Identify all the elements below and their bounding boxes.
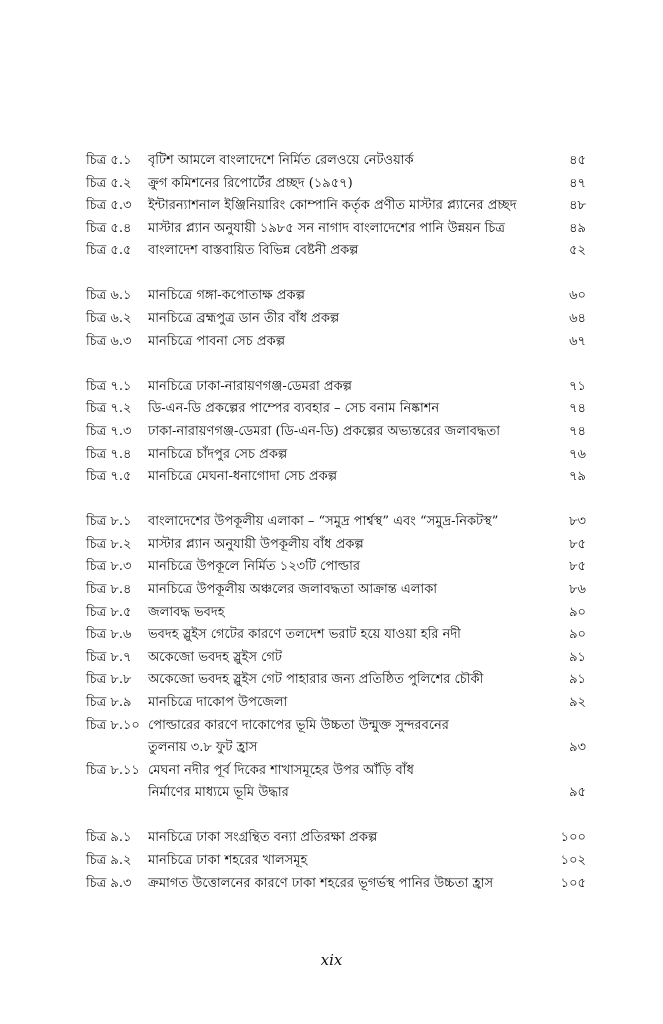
figure-entry xyxy=(86,376,586,399)
figure-title-line: মানচিত্রে মেঘনা-ধনাগোদা সেচ প্রকল্প xyxy=(148,469,337,485)
figure-title xyxy=(148,150,546,173)
figure-title xyxy=(148,827,546,850)
figure-page-number: ১০৫ xyxy=(560,875,586,891)
figure-page-number: ১০২ xyxy=(560,853,586,869)
figure-entry xyxy=(86,240,586,263)
figure-title-line: মেঘনা নদীর পূর্ব দিকের শাখাসমূহের উপর আঁড়ি বাঁধ xyxy=(148,762,414,778)
figure-title-line: মানচিত্রে উপকূলীয় অঞ্চলের জলাবদ্ধতা আক্রান্ত এলাকা xyxy=(148,582,438,597)
figure-entry xyxy=(86,850,586,873)
figure-page-number: ৪৫ xyxy=(569,153,586,168)
figure-page-number: ৫২ xyxy=(569,243,586,259)
figure-label: চিত্র ৭.৫ xyxy=(86,469,132,485)
figure-title-line: ভবদহ স্লুইস গেটের কারণে তলদেশ ভরাট হয়ে যাওয়া হরি নদী xyxy=(148,627,461,643)
figure-title xyxy=(148,398,546,421)
figure-label: চিত্র ৭.৩ xyxy=(86,423,132,439)
figure-title-line: মানচিত্রে ঢাকা-নারায়ণগঞ্জ-ডেমরা প্রকল্প xyxy=(148,378,352,394)
figure-title-line: মানচিত্রে ব্রহ্মপুত্র ডান তীর বাঁধ প্রকল্প xyxy=(148,311,340,327)
figure-entry xyxy=(86,466,586,489)
figure-title-line: মানচিত্রে দাকোপ উপজেলা xyxy=(148,694,288,710)
figure-page-number: ৯০ xyxy=(569,604,586,620)
figure-title xyxy=(148,850,546,873)
figure-entry xyxy=(86,715,586,760)
figure-label: চিত্র ৫.৩ xyxy=(86,198,132,214)
figure-page-number: ৮৫ xyxy=(569,559,586,575)
figure-entry xyxy=(86,873,586,896)
figure-label: চিত্র ৮.৩ xyxy=(86,559,132,575)
figure-title xyxy=(148,466,546,489)
figure-label: চিত্র ৫.২ xyxy=(86,175,132,191)
figure-title xyxy=(148,873,546,896)
figure-label: চিত্র ৭.১ xyxy=(86,378,132,394)
figure-entry xyxy=(86,195,586,218)
figure-label: চিত্র ৭.৪ xyxy=(86,446,132,462)
figure-label: চিত্র ৫.৪ xyxy=(86,220,132,236)
figure-title xyxy=(148,376,546,399)
figure-label: চিত্র ৮.৭ xyxy=(86,649,132,665)
figure-entry xyxy=(86,624,586,647)
figure-entry xyxy=(86,398,586,421)
figure-title-line: পোল্ডারের কারণে দাকোপের ভূমি উচ্চতা উন্মুক্ত সুন্দরবনের xyxy=(148,717,449,733)
figure-title-line: ডি-এন-ডি প্রকল্পের পাম্পের ব্যবহার – সেচ বনাম নিষ্কাশন xyxy=(148,401,440,417)
figure-title-line: অকেজো ভবদহ স্লুইস গেট পাহারার জন্য প্রতিষ্ঠিত পুলিশের চৌকী xyxy=(148,672,484,688)
figure-entry xyxy=(86,579,586,602)
figure-title-line: মানচিত্রে পাবনা সেচ প্রকল্প xyxy=(148,333,285,349)
figure-title-line: বাংলাদেশের উপকূলীয় এলাকা – “সমুদ্র পার্শ্বস্থ” এবং “সমুদ্র-নিকটস্থ” xyxy=(148,514,499,530)
figure-label: চিত্র ৮.১০ xyxy=(86,717,140,733)
figure-group xyxy=(86,150,586,263)
figure-title-line: ক্রুগ কমিশনের রিপোর্টের প্রচ্ছদ (১৯৫৭) xyxy=(148,175,353,191)
figure-entry xyxy=(86,173,586,196)
figure-label: চিত্র ৮.৯ xyxy=(86,694,132,710)
figure-entry xyxy=(86,511,586,534)
figure-title-line: ইন্টারন্যাশনাল ইঞ্জিনিয়ারিং কোম্পানি কর্তৃক প্রণীত মাস্টার প্ল্যানের প্রচ্ছদ xyxy=(148,198,517,214)
figure-label: চিত্র ৬.২ xyxy=(86,311,132,327)
figure-page-number: ৯৩ xyxy=(569,740,586,756)
figure-page-number: ৭৯ xyxy=(569,469,586,485)
figure-entry xyxy=(86,308,586,331)
figure-entry xyxy=(86,602,586,625)
figure-entry xyxy=(86,421,586,444)
figure-entry xyxy=(86,534,586,557)
figure-entry xyxy=(86,827,586,850)
figure-page-number: ৮৬ xyxy=(569,582,586,597)
figure-page-number: ৬০ xyxy=(569,288,586,304)
figure-title xyxy=(148,647,546,670)
figure-title xyxy=(148,556,546,579)
figure-title-line: ঢাকা-নারায়ণগঞ্জ-ডেমরা (ডি-এন-ডি) প্রকল্পের অভ্যন্তরের জলাবদ্ধতা xyxy=(148,423,501,439)
figure-title xyxy=(148,218,546,241)
figure-title-line: তুলনায় ৩.৮ ফুট হ্রাস xyxy=(148,740,258,756)
figure-title-line: ক্রমাগত উত্তোলনের কারণে ঢাকা শহরের ভূগর্ভস্থ পানির উচ্চতা হ্রাস xyxy=(148,875,494,891)
figure-label: চিত্র ৮.৮ xyxy=(86,672,132,688)
figure-entry xyxy=(86,150,586,173)
figure-label: চিত্র ৫.১ xyxy=(86,153,132,168)
figure-page-number: ৬৪ xyxy=(569,311,586,327)
figure-entry xyxy=(86,444,586,467)
figure-page-number: ৭৬ xyxy=(569,446,586,462)
figure-group xyxy=(86,376,586,489)
figure-entry xyxy=(86,692,586,715)
figure-title-line: মানচিত্রে গঙ্গা-কপোতাক্ষ প্রকল্প xyxy=(148,288,305,304)
figure-title xyxy=(148,692,546,715)
figure-entry xyxy=(86,669,586,692)
figure-title xyxy=(148,715,546,760)
figure-entry xyxy=(86,760,586,805)
figure-page-number: ৮৩ xyxy=(569,514,586,530)
figure-label: চিত্র ৮.৬ xyxy=(86,627,132,643)
figure-page-number: ৯০ xyxy=(569,627,586,643)
figure-page-number: ৭৪ xyxy=(569,401,586,417)
figure-title xyxy=(148,534,546,557)
figure-label: চিত্র ৫.৫ xyxy=(86,243,132,259)
figure-title xyxy=(148,624,546,647)
figure-entry xyxy=(86,647,586,670)
figure-title xyxy=(148,421,546,444)
figure-label: চিত্র ৮.২ xyxy=(86,536,132,552)
figure-title xyxy=(148,669,546,692)
figure-group xyxy=(86,511,586,805)
figure-title-line: বাংলাদেশ বাস্তবায়িত বিভিন্ন বেষ্টনী প্রকল্প xyxy=(148,243,359,259)
figure-page-number: ৮৫ xyxy=(569,536,586,552)
figure-page-number: ১০০ xyxy=(560,830,586,846)
figure-page-number: ৯২ xyxy=(569,694,586,710)
figure-title-line: জলাবদ্ধ ভবদহ xyxy=(148,604,225,620)
figure-label: চিত্র ৮.৫ xyxy=(86,604,132,620)
figure-title xyxy=(148,173,546,196)
figure-title-line: মাস্টার প্ল্যান অনুযায়ী উপকূলীয় বাঁধ প্রকল্প xyxy=(148,536,364,552)
figure-page-number: ৯৫ xyxy=(569,785,586,801)
figure-title xyxy=(148,240,546,263)
figure-title xyxy=(148,285,546,308)
figure-page-number: ৪৮ xyxy=(569,198,586,214)
figure-page-number: ৪৯ xyxy=(569,220,586,236)
figure-title-line: নির্মাণের মাধ্যমে ভূমি উদ্ধার xyxy=(148,785,289,801)
figure-title xyxy=(148,331,546,354)
figure-title-line: মাস্টার প্ল্যান অনুযায়ী ১৯৮৫ সন নাগাদ বাংলাদেশের পানি উন্নয়ন চিত্র xyxy=(148,220,505,236)
figure-title xyxy=(148,444,546,467)
figure-label: চিত্র ৯.১ xyxy=(86,830,132,846)
figure-title xyxy=(148,579,546,602)
figure-label: চিত্র ৮.১ xyxy=(86,514,132,530)
figure-label: চিত্র ৬.৩ xyxy=(86,333,132,349)
figure-title-line: অকেজো ভবদহ স্লুইস গেট xyxy=(148,649,282,665)
figure-title xyxy=(148,760,546,805)
figure-group xyxy=(86,827,586,895)
figure-title xyxy=(148,195,546,218)
figure-title-line: বৃটিশ আমলে বাংলাদেশে নির্মিত রেলওয়ে নেটওয়ার্ক xyxy=(148,153,414,168)
figure-label: চিত্র ৯.২ xyxy=(86,853,132,869)
figure-group xyxy=(86,285,586,353)
figure-title xyxy=(148,602,546,625)
figure-label: চিত্র ৬.১ xyxy=(86,288,132,304)
figure-label: চিত্র ৯.৩ xyxy=(86,875,132,891)
figure-title xyxy=(148,308,546,331)
figure-page-number: ৯১ xyxy=(569,649,586,665)
figure-title-line: মানচিত্রে চাঁদপুর সেচ প্রকল্প xyxy=(148,446,288,462)
figure-entry xyxy=(86,331,586,354)
list-of-figures xyxy=(86,150,586,895)
figure-title xyxy=(148,511,546,534)
figure-entry xyxy=(86,556,586,579)
figure-label: চিত্র ৮.৪ xyxy=(86,582,132,597)
figure-page-number: ৪৭ xyxy=(569,175,586,191)
figure-page-number: ৭১ xyxy=(569,378,586,394)
figure-label: চিত্র ৮.১১ xyxy=(86,762,140,778)
figure-title-line: মানচিত্রে ঢাকা শহরের খালসমূহ xyxy=(148,853,308,869)
figure-entry xyxy=(86,218,586,241)
figure-page-number: ৯১ xyxy=(569,672,586,688)
figure-title-line: মানচিত্রে উপকূলে নির্মিত ১২৩টি পোল্ডার xyxy=(148,559,361,575)
page-number: xix xyxy=(320,951,343,969)
figure-label: চিত্র ৭.২ xyxy=(86,401,132,417)
figure-page-number: ৭৪ xyxy=(569,423,586,439)
figure-title-line: মানচিত্রে ঢাকা সংগ্রন্থিত বন্যা প্রতিরক্ষা প্রকল্প xyxy=(148,830,378,846)
figure-page-number: ৬৭ xyxy=(569,333,586,349)
figure-entry xyxy=(86,285,586,308)
